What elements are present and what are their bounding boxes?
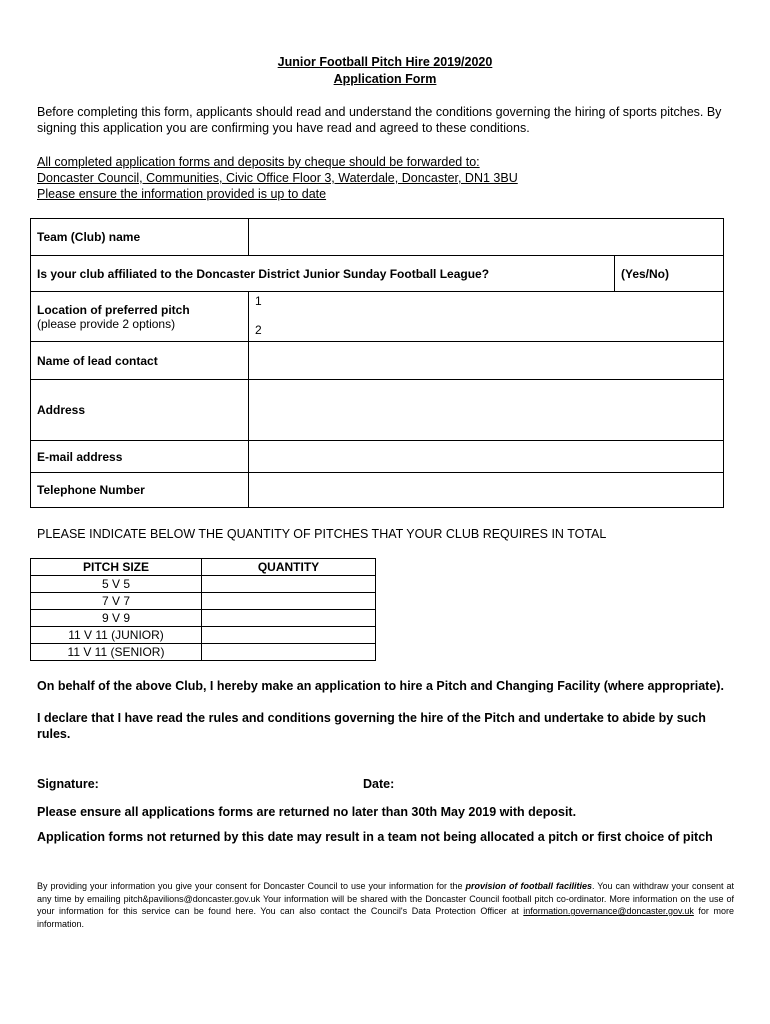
quantity-header: QUANTITY	[202, 559, 376, 576]
pitch-location-label-cell	[31, 292, 249, 342]
declaration-statement: I declare that I have read the rules and conditions governing the hire of the Pitch and undertake to abide by such rules.	[37, 711, 706, 741]
lead-contact-label: Name of lead contact	[31, 342, 249, 380]
table-row	[31, 627, 376, 644]
address-line-1: All completed application forms and deposits by cheque should be forwarded to:	[37, 155, 480, 169]
team-name-label: Team (Club) name	[31, 219, 249, 256]
pitch-option-1: 1	[255, 294, 262, 308]
return-deadline-notice: Please ensure all applications forms are returned no later than 30th May 2019 with deposit.	[37, 805, 577, 819]
privacy-text-3: for more information.	[37, 906, 734, 929]
form-subtitle: Application Form	[333, 72, 437, 86]
signature-field[interactable]	[130, 776, 350, 792]
address-label: Address	[31, 380, 249, 441]
pitch-size-cell: 5 V 5	[31, 576, 202, 593]
signature-label: Signature:	[37, 777, 99, 791]
lead-contact-field[interactable]	[249, 342, 724, 380]
affiliation-answer-field[interactable]: (Yes/No)	[615, 256, 724, 292]
table-row	[31, 610, 376, 627]
quantity-field[interactable]	[202, 576, 376, 593]
table-row	[31, 593, 376, 610]
email-field[interactable]	[249, 441, 724, 473]
pitch-quantity-heading: PLEASE INDICATE BELOW THE QUANTITY OF PITCHES THAT YOUR CLUB REQUIRES IN TOTAL	[37, 527, 607, 541]
quantity-field[interactable]	[202, 627, 376, 644]
telephone-label: Telephone Number	[31, 473, 249, 508]
pitch-option-2: 2	[255, 323, 262, 337]
behalf-statement: On behalf of the above Club, I hereby make an application to hire a Pitch and Changing Facility (where appropriate).	[37, 679, 724, 693]
table-row	[31, 576, 376, 593]
pitch-quantity-table	[30, 558, 376, 661]
pitch-location-sublabel: (please provide 2 options)	[37, 316, 176, 331]
address-block	[37, 154, 737, 202]
email-label: E-mail address	[31, 441, 249, 473]
pitch-location-field[interactable]	[249, 292, 724, 342]
telephone-field[interactable]	[249, 473, 724, 508]
date-field[interactable]	[405, 776, 605, 792]
address-line-3: Please ensure the information provided is up to date	[37, 187, 327, 201]
team-name-field[interactable]	[249, 219, 724, 256]
date-label: Date:	[363, 777, 395, 791]
quantity-field[interactable]	[202, 644, 376, 661]
late-return-warning: Application forms not returned by this date may result in a team not being allocated a pitch or first choice of pitch	[37, 830, 713, 844]
application-details-table	[30, 218, 724, 508]
pitch-size-cell: 7 V 7	[31, 593, 202, 610]
table-row	[31, 644, 376, 661]
intro-paragraph: Before completing this form, applicants should read and understand the conditions governing the hiring of sports pitches. By signing this application you are confirming you have read and agreed to these conditions.	[37, 105, 722, 135]
pitch-size-header: PITCH SIZE	[31, 559, 202, 576]
quantity-field[interactable]	[202, 593, 376, 610]
privacy-emphasis: provision of football facilities	[465, 881, 592, 891]
address-line-2: Doncaster Council, Communities, Civic Office Floor 3, Waterdale, Doncaster, DN1 3BU	[37, 171, 518, 185]
pitch-location-label: Location of preferred pitch	[37, 302, 190, 317]
pitch-size-cell: 11 V 11 (JUNIOR)	[31, 627, 202, 644]
privacy-text-2: . You can withdraw your consent at any time by emailing pitch&pavilions@doncaster.gov.uk Your information will be shared with the Doncaster Council football pitch co-ordinator. More information on the use of your information for this service can be found here. You can also contact the Council's Data Protection Officer at	[37, 881, 734, 916]
privacy-notice	[37, 880, 734, 930]
form-title: Junior Football Pitch Hire 2019/2020	[277, 55, 493, 69]
pitch-size-cell: 9 V 9	[31, 610, 202, 627]
address-field[interactable]	[249, 380, 724, 441]
privacy-text-1: By providing your information you give your consent for Doncaster Council to use your information for the	[37, 881, 466, 891]
quantity-field[interactable]	[202, 610, 376, 627]
data-protection-email-link[interactable]: information.governance@doncaster.gov.uk	[523, 906, 694, 916]
pitch-size-cell: 11 V 11 (SENIOR)	[31, 644, 202, 661]
affiliation-question: Is your club affiliated to the Doncaster District Junior Sunday Football League?	[31, 256, 615, 292]
